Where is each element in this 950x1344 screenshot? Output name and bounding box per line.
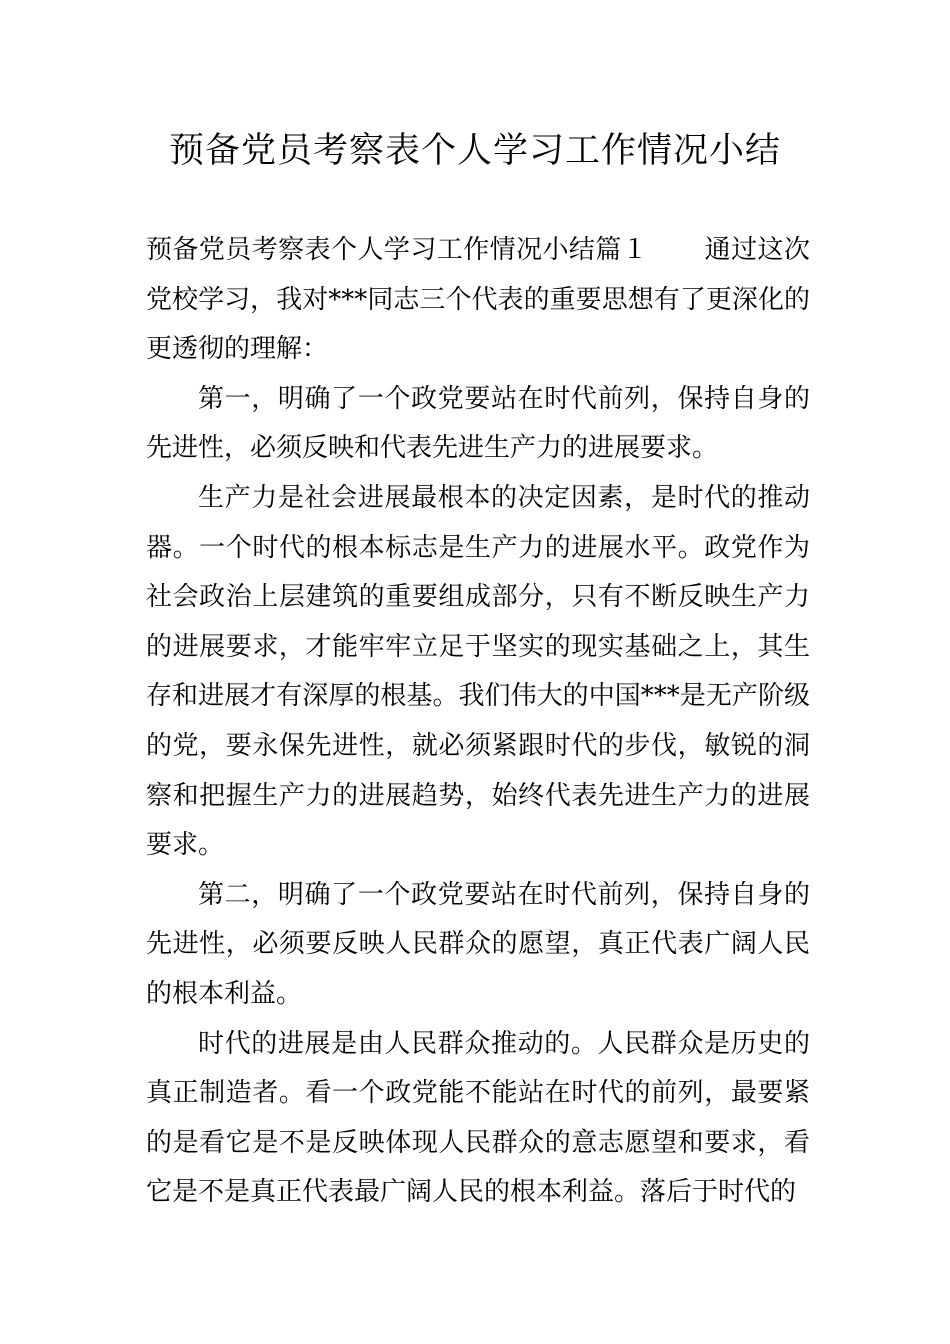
- intro-heading: 预备党员考察表个人学习工作情况小结篇１: [146, 235, 649, 265]
- intro-paragraph: [146, 226, 810, 375]
- paragraph: 生产力是社会进展最根本的决定因素，是时代的推动器。一个时代的根本标志是生产力的进展水平。政党作为社会政治上层建筑的重要组成部分，只有不断反映生产力的进展要求，才能牢牢立足于坚实的现实基础之上，其生存和进展才有深厚的根基。我们伟大的中国***是无产阶级的党，要永保先进性，就必须紧跟时代的步伐，敏锐的洞察和把握生产力的进展趋势，始终代表先进生产力的进展要求。: [146, 482, 810, 861]
- document-body: [146, 226, 810, 1218]
- paragraph: 时代的进展是由人民群众推动的。人民群众是历史的真正制造者。看一个政党能不能站在时代的前列，最要紧的是看它是不是反映体现人民群众的意志愿望和要求，看它是不是真正代表最广阔人民的根本利益。落后于时代的: [146, 1028, 810, 1208]
- intro-text: 通过这次党校学习，我对***同志三个代表的重要思想有了更深化的更透彻的理解：: [146, 235, 810, 365]
- paragraph: 第二，明确了一个政党要站在时代前列，保持自身的先进性，必须要反映人民群众的愿望，真正代表广阔人民的根本利益。: [146, 879, 810, 1009]
- paragraph: 第一，明确了一个政党要站在时代前列，保持自身的先进性，必须反映和代表先进生产力的进展要求。: [146, 383, 810, 464]
- document-title: 预备党员考察表个人学习工作情况小结: [168, 131, 781, 171]
